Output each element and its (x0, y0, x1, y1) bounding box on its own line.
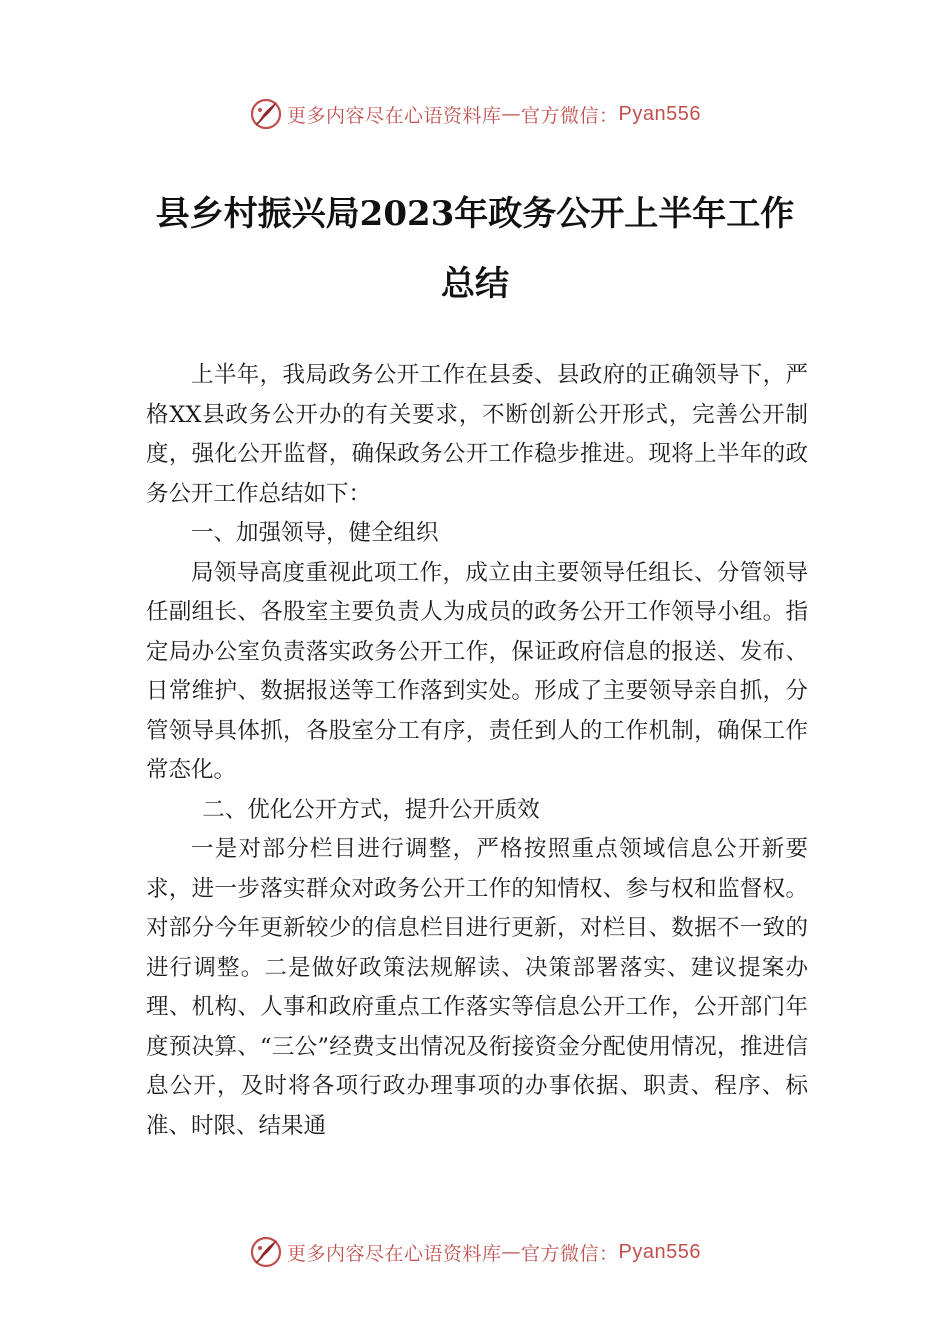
watermark-dash: — (501, 1241, 522, 1263)
intro-paragraph: 上半年，我局政务公开工作在县委、县政府的正确领导下，严格XX县政务公开办的有关要求，不断创新公开形式，完善公开制度，强化公开监督，确保政务公开工作稳步推进。现将上半年的政务公开工作总结如下： (146, 362, 808, 507)
watermark-wechat-id: Pyan556 (618, 102, 701, 125)
quill-logo-icon (249, 1235, 283, 1269)
watermark-dash: — (501, 103, 522, 125)
watermark-wechat-label: 官方微信： (521, 104, 619, 127)
document-title-line2: 总结 (441, 264, 509, 304)
watermark-banner-top (0, 94, 950, 134)
section1-paragraph: 局领导高度重视此项工作，成立由主要领导任组长、分管领导任副组长、各股室主要负责人为成员的政务公开工作领导小组。指定局办公室负责落实政务公开工作，保证政府信息的报送、发布、日常维护、数据报送等工作落到实处。形成了主要领导亲自抓，分管领导具体抓，各股室分工有序，责任到人的工作机制，确保工作常态化。 (146, 559, 808, 783)
section2-heading: 二、优化公开方式，提升公开质效 (202, 796, 540, 823)
quill-logo-icon (249, 97, 283, 131)
section1-heading: 一、加强领导，健全组织 (191, 520, 439, 546)
section2-paragraph: 一是对部分栏目进行调整，严格按照重点领域信息公开新要求，进一步落实群众对政务公开工作的知情权、参与权和监督权。对部分今年更新较少的信息栏目进行更新，对栏目、数据不一致的进行调整。二是做好政策法规解读、决策部署落实、建议提案办理、机构、人事和政府重点工作落实等信息公开工作，公开部门年度预决算、“三公”经费支出情况及衔接资金分配使用情况，推进信息公开，及时将各项行政办理事项的办事依据、职责、程序、标准、时限、结果通 (146, 836, 808, 1139)
watermark-wechat-id: Pyan556 (618, 1240, 701, 1263)
watermark-banner-bottom (0, 1232, 950, 1272)
document-body (146, 356, 808, 1146)
watermark-slogan: 更多内容尽在心语资料库 (287, 104, 502, 127)
watermark-wechat-label: 官方微信： (521, 1242, 619, 1265)
watermark-slogan: 更多内容尽在心语资料库 (287, 1242, 502, 1265)
document-title-line1: 县乡村振兴局2023年政务公开上半年工作 (155, 194, 795, 234)
